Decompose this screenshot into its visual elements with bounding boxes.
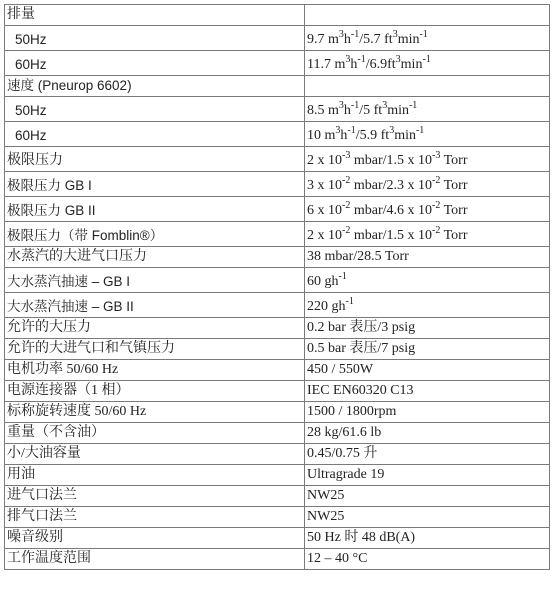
value-superscript: 3 bbox=[395, 54, 401, 65]
table-row bbox=[5, 381, 550, 402]
row-value bbox=[305, 318, 550, 339]
row-label-text: 允许的大压力 bbox=[7, 320, 91, 335]
value-superscript: -1 bbox=[419, 29, 428, 40]
table-row bbox=[5, 5, 550, 26]
row-label-text: 排量 bbox=[7, 7, 35, 22]
value-text: IEC EN60320 C13 bbox=[307, 383, 414, 398]
value-text: 220 gh bbox=[307, 299, 346, 314]
value-text: h bbox=[343, 32, 351, 47]
value-text: Torr bbox=[440, 153, 468, 168]
table-row bbox=[5, 268, 550, 293]
row-value bbox=[305, 423, 550, 444]
value-superscript: -3 bbox=[342, 150, 351, 161]
row-value bbox=[305, 147, 550, 172]
row-label-text: 极限压力（带 Fomblin®） bbox=[7, 228, 164, 243]
row-label-text: 噪音级别 bbox=[7, 530, 63, 545]
row-label-text: 允许的大进气口和气镇压力 bbox=[7, 341, 175, 356]
value-text: /6.9ft bbox=[365, 57, 396, 72]
row-value bbox=[305, 76, 550, 97]
value-text: /5.9 ft bbox=[355, 128, 390, 143]
row-label-text: 电机功率 50/60 Hz bbox=[7, 362, 119, 377]
row-value bbox=[305, 402, 550, 423]
row-label bbox=[5, 318, 305, 339]
row-value bbox=[305, 507, 550, 528]
row-label-text: 60Hz bbox=[15, 57, 47, 72]
value-text: mbar/4.6 x 10 bbox=[350, 203, 432, 218]
row-label-text: 水蒸汽的大进气口压力 bbox=[7, 249, 147, 264]
table-row bbox=[5, 222, 550, 247]
spec-table bbox=[4, 4, 550, 570]
value-superscript: -1 bbox=[415, 125, 425, 136]
value-superscript: 3 bbox=[389, 125, 395, 136]
value-superscript: -1 bbox=[347, 125, 356, 136]
table-row bbox=[5, 51, 550, 76]
row-label bbox=[5, 381, 305, 402]
value-text: min bbox=[387, 103, 409, 118]
row-label-text: 进气口法兰 bbox=[7, 488, 77, 503]
value-text: 3 x 10 bbox=[307, 178, 342, 193]
value-text: min bbox=[400, 57, 423, 72]
row-value bbox=[305, 360, 550, 381]
row-value bbox=[305, 97, 550, 122]
value-superscript: -1 bbox=[350, 29, 360, 40]
value-text: 60 gh bbox=[307, 274, 339, 289]
table-row bbox=[5, 293, 550, 318]
row-value bbox=[305, 549, 550, 570]
row-label bbox=[5, 486, 305, 507]
table-row bbox=[5, 360, 550, 381]
table-row bbox=[5, 26, 550, 51]
row-value bbox=[305, 486, 550, 507]
value-superscript: 3 bbox=[392, 29, 398, 40]
value-text: min bbox=[397, 32, 420, 47]
row-label bbox=[5, 465, 305, 486]
row-label bbox=[5, 339, 305, 360]
row-label bbox=[5, 147, 305, 172]
value-superscript: -3 bbox=[432, 150, 441, 161]
row-label bbox=[5, 444, 305, 465]
row-label bbox=[5, 5, 305, 26]
row-label bbox=[5, 247, 305, 268]
row-label bbox=[5, 507, 305, 528]
value-superscript: -1 bbox=[422, 54, 431, 65]
value-text: 50 Hz 时 48 dB(A) bbox=[307, 530, 416, 545]
table-row bbox=[5, 444, 550, 465]
row-label-text: 极限压力 GB I bbox=[7, 178, 92, 193]
table-row bbox=[5, 97, 550, 122]
table-row bbox=[5, 423, 550, 444]
table-row bbox=[5, 486, 550, 507]
value-text: /5.7 ft bbox=[359, 32, 393, 47]
row-value bbox=[305, 293, 550, 318]
row-label-text: 排气口法兰 bbox=[7, 509, 77, 524]
table-row bbox=[5, 147, 550, 172]
row-value bbox=[305, 197, 550, 222]
value-superscript: -2 bbox=[432, 175, 441, 186]
spec-table-body bbox=[5, 5, 550, 570]
value-text: h bbox=[350, 57, 358, 72]
row-label bbox=[5, 549, 305, 570]
row-value bbox=[305, 381, 550, 402]
value-superscript: 3 bbox=[338, 100, 344, 111]
row-value bbox=[305, 247, 550, 268]
value-text: 11.7 m bbox=[307, 57, 346, 72]
value-text: NW25 bbox=[307, 509, 345, 524]
value-text: 38 mbar/28.5 Torr bbox=[307, 249, 409, 264]
row-label-text: 大水蒸汽抽速 – GB I bbox=[7, 274, 131, 289]
row-label-text: 重量（不含油） bbox=[7, 425, 105, 440]
value-superscript: -1 bbox=[357, 54, 366, 65]
row-label-text: 大水蒸汽抽速 – GB II bbox=[7, 299, 134, 314]
row-value bbox=[305, 26, 550, 51]
table-row bbox=[5, 76, 550, 97]
row-label bbox=[5, 122, 305, 147]
row-label bbox=[5, 76, 305, 97]
row-label-text: 50Hz bbox=[15, 32, 47, 47]
value-text: min bbox=[394, 128, 416, 143]
table-row bbox=[5, 197, 550, 222]
table-row bbox=[5, 528, 550, 549]
row-label-text: 标称旋转速度 50/60 Hz bbox=[7, 404, 147, 419]
row-value bbox=[305, 222, 550, 247]
value-text: Torr bbox=[440, 228, 468, 243]
value-text: 9.7 m bbox=[307, 32, 339, 47]
row-value bbox=[305, 122, 550, 147]
value-superscript: -2 bbox=[432, 200, 441, 211]
row-label-text: 小/大油容量 bbox=[7, 446, 81, 461]
value-superscript: -2 bbox=[342, 175, 351, 186]
row-label-text: 电源连接器（1 相） bbox=[7, 383, 130, 398]
table-row bbox=[5, 402, 550, 423]
table-row bbox=[5, 549, 550, 570]
row-label-text: 工作温度范围 bbox=[7, 551, 91, 566]
value-superscript: -1 bbox=[338, 271, 347, 282]
row-label bbox=[5, 402, 305, 423]
value-text: /5 ft bbox=[359, 103, 383, 118]
value-text: 2 x 10 bbox=[307, 153, 342, 168]
row-label bbox=[5, 51, 305, 76]
value-text: Torr bbox=[440, 203, 468, 218]
row-value bbox=[305, 5, 550, 26]
table-row bbox=[5, 465, 550, 486]
value-text: 8.5 m bbox=[307, 103, 339, 118]
value-text: 28 kg/61.6 lb bbox=[307, 425, 382, 440]
row-label-text: 60Hz bbox=[15, 128, 47, 143]
table-row bbox=[5, 318, 550, 339]
value-text: 450 / 550W bbox=[307, 362, 374, 377]
table-row bbox=[5, 507, 550, 528]
row-label bbox=[5, 293, 305, 318]
value-superscript: 3 bbox=[345, 54, 351, 65]
row-label bbox=[5, 197, 305, 222]
value-superscript: -1 bbox=[345, 296, 354, 307]
value-text: 0.5 bar 表压/7 psig bbox=[307, 341, 416, 356]
value-text: Ultragrade 19 bbox=[307, 467, 385, 482]
row-value bbox=[305, 51, 550, 76]
value-text: Torr bbox=[440, 178, 468, 193]
value-text: 12 – 40 °C bbox=[307, 551, 368, 566]
row-label bbox=[5, 360, 305, 381]
row-label-text: 速度 (Pneurop 6602) bbox=[7, 78, 132, 93]
value-text: 2 x 10 bbox=[307, 228, 342, 243]
value-text: NW25 bbox=[307, 488, 345, 503]
value-text: 0.2 bar 表压/3 psig bbox=[307, 320, 416, 335]
table-row bbox=[5, 122, 550, 147]
row-label bbox=[5, 97, 305, 122]
value-text: mbar/1.5 x 10 bbox=[350, 153, 432, 168]
row-label-text: 50Hz bbox=[15, 103, 47, 118]
value-text: 0.45/0.75 升 bbox=[307, 446, 378, 461]
table-row bbox=[5, 172, 550, 197]
row-label-text: 极限压力 GB II bbox=[7, 203, 96, 218]
value-superscript: -1 bbox=[350, 100, 360, 111]
table-row bbox=[5, 339, 550, 360]
row-label-text: 极限压力 bbox=[7, 153, 63, 168]
value-text: 6 x 10 bbox=[307, 203, 342, 218]
row-label bbox=[5, 528, 305, 549]
value-text: mbar/2.3 x 10 bbox=[350, 178, 432, 193]
row-value bbox=[305, 528, 550, 549]
value-superscript: -2 bbox=[342, 225, 351, 236]
row-label-text: 用油 bbox=[7, 467, 35, 482]
row-value bbox=[305, 339, 550, 360]
value-superscript: -2 bbox=[342, 200, 351, 211]
value-text: mbar/1.5 x 10 bbox=[350, 228, 432, 243]
row-label bbox=[5, 172, 305, 197]
value-text: h bbox=[343, 103, 351, 118]
value-text: 10 m bbox=[307, 128, 336, 143]
value-text: 1500 / 1800rpm bbox=[307, 404, 397, 419]
value-superscript: 3 bbox=[382, 100, 388, 111]
table-row bbox=[5, 247, 550, 268]
value-superscript: -1 bbox=[408, 100, 418, 111]
row-value bbox=[305, 465, 550, 486]
row-value bbox=[305, 172, 550, 197]
value-text: h bbox=[340, 128, 348, 143]
row-label bbox=[5, 268, 305, 293]
value-superscript: 3 bbox=[338, 29, 344, 40]
row-label bbox=[5, 26, 305, 51]
row-label bbox=[5, 222, 305, 247]
value-superscript: 3 bbox=[335, 125, 341, 136]
row-value bbox=[305, 268, 550, 293]
value-superscript: -2 bbox=[432, 225, 441, 236]
spec-table-container bbox=[4, 4, 549, 570]
row-label bbox=[5, 423, 305, 444]
row-value bbox=[305, 444, 550, 465]
